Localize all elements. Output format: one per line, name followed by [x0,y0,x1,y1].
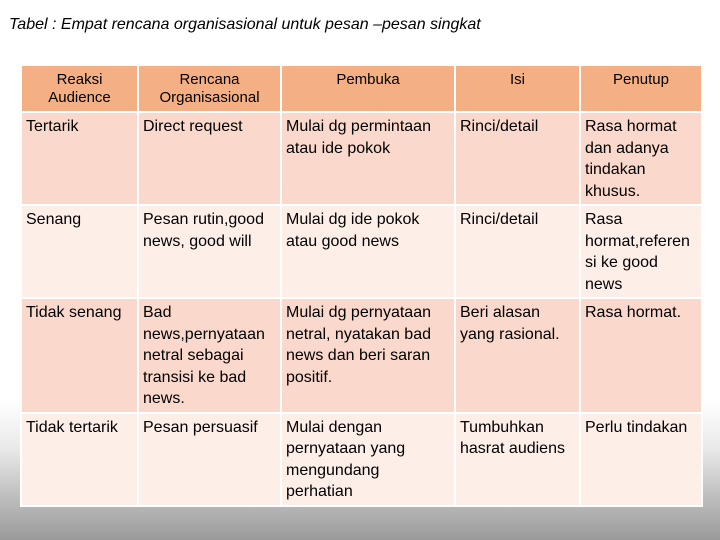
header-penutup: Penutup [580,65,702,112]
table-row [21,205,702,298]
cell-reaksi: Senang [21,205,138,298]
cell-pembuka: Mulai dg permintaan atau ide pokok [281,112,455,205]
cell-penutup: Perlu tindakan [580,413,702,506]
table-header-row [21,65,702,112]
organization-plan-table [20,64,703,507]
cell-reaksi: Tertarik [21,112,138,205]
cell-reaksi: Tidak tertarik [21,413,138,506]
cell-penutup: Rasa hormat. [580,298,702,413]
cell-rencana: Bad news,pernyataan netral sebagai transisi ke bad news. [138,298,281,413]
cell-rencana: Pesan persuasif [138,413,281,506]
header-pembuka: Pembuka [281,65,455,112]
cell-penutup: Rasa hormat dan adanya tindakan khusus. [580,112,702,205]
cell-reaksi: Tidak senang [21,298,138,413]
header-reaksi-audience: Reaksi Audience [21,65,138,112]
cell-pembuka: Mulai dengan pernyataan yang mengundang perhatian [281,413,455,506]
cell-isi: Tumbuhkan hasrat audiens [455,413,580,506]
cell-pembuka: Mulai dg ide pokok atau good news [281,205,455,298]
table-row [21,298,702,413]
table-row [21,413,702,506]
cell-isi: Rinci/detail [455,205,580,298]
cell-rencana: Pesan rutin,good news, good will [138,205,281,298]
cell-penutup: Rasa hormat,referensi ke good news [580,205,702,298]
header-isi: Isi [455,65,580,112]
table-row [21,112,702,205]
cell-isi: Beri alasan yang rasional. [455,298,580,413]
cell-pembuka: Mulai dg pernyataan netral, nyatakan bad news dan beri saran positif. [281,298,455,413]
header-rencana-organisasional: Rencana Organisasional [138,65,281,112]
cell-isi: Rinci/detail [455,112,580,205]
cell-rencana: Direct request [138,112,281,205]
page-title: Tabel : Empat rencana organisasional untuk pesan –pesan singkat [9,16,481,33]
